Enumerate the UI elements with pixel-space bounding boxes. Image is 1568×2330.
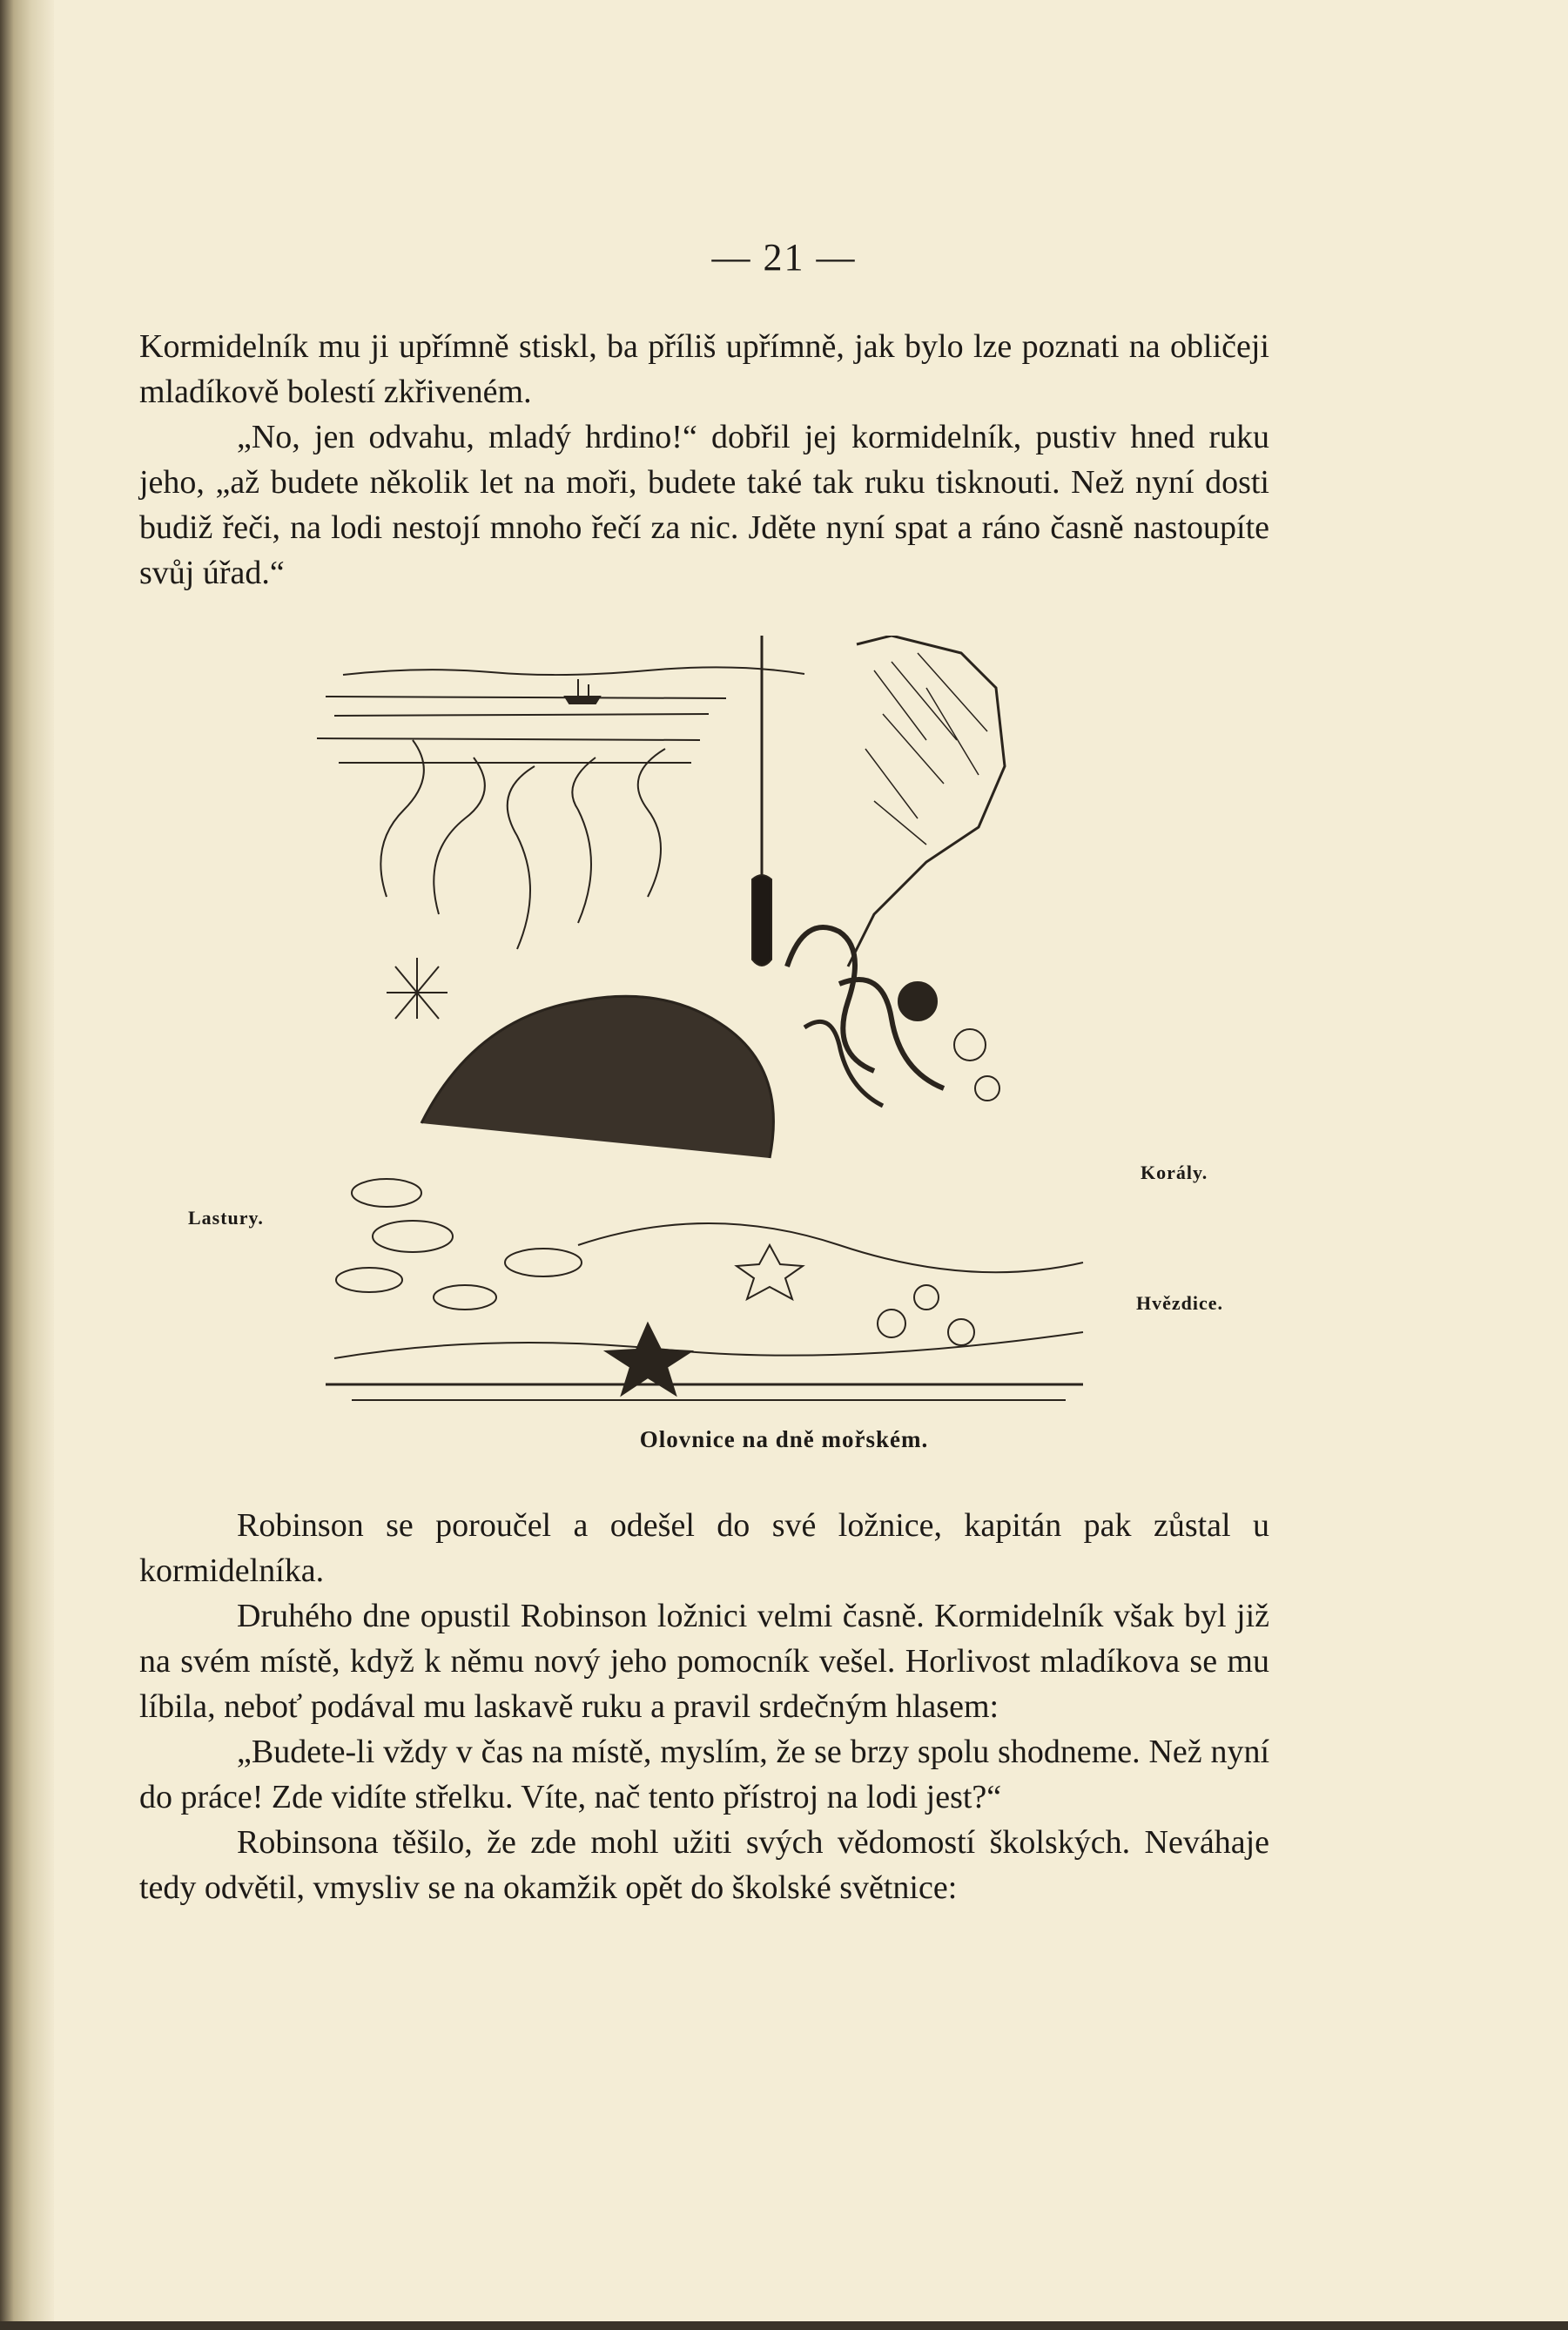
figure-label-shells: Lastury. — [188, 1207, 264, 1229]
paragraph: „No, jen odvahu, mladý hrdino!“ dobřil jej kormidelník, pustiv hned ruku jeho, „až budete několik let na moři, budete také tak ruku tisknouti. Než nyní dosti budiž řeči, na lodi nestojí mnoho řečí za nic. Jděte nyní spat a ráno časně nastoupíte svůj úřad.“ — [139, 419, 1269, 591]
text-block-top — [139, 324, 1269, 596]
page-number: — 21 — — [711, 236, 857, 279]
figure-label-starfish: Hvězdice. — [1136, 1292, 1224, 1314]
text-block-bottom — [139, 1503, 1269, 1910]
illustration-sea-floor — [317, 636, 1100, 1411]
paragraph: Robinsona těšilo, že zde mohl užiti svých vědomostí školských. Neváhaje tedy odvětil, vmysliv se na okamžik opět do školské světnice: — [139, 1824, 1269, 1906]
page-bottom-edge — [0, 2321, 1568, 2330]
paragraph: Druhého dne opustil Robinson ložnici velmi časně. Kormidelník však byl již na svém místě, když k němu nový jeho pomocník vešel. Horlivost mladíkova se mu líbila, neboť podával mu laskavě ruku a pravil srdečným hlasem: — [139, 1598, 1269, 1725]
figure-caption: Olovnice na dně mořském. — [639, 1426, 929, 1452]
sea-floor-engraving — [317, 636, 1100, 1411]
paragraph: Kormidelník mu ji upřímně stiskl, ba příliš upřímně, jak bylo lze poznati na obličeji mladíkově bolestí zkřiveném. — [139, 328, 1269, 410]
paragraph: „Budete-li vždy v čas na místě, myslím, že se brzy spolu shodneme. Než nyní do práce! Zde vidíte střelku. Víte, nač tento přístroj na lodi jest?“ — [139, 1734, 1269, 1815]
page-spine-shadow — [0, 0, 54, 2330]
figure-label-corals: Korály. — [1141, 1162, 1208, 1183]
paragraph: Robinson se poroučel a odešel do své ložnice, kapitán pak zůstal u kormidelníka. — [139, 1507, 1269, 1589]
